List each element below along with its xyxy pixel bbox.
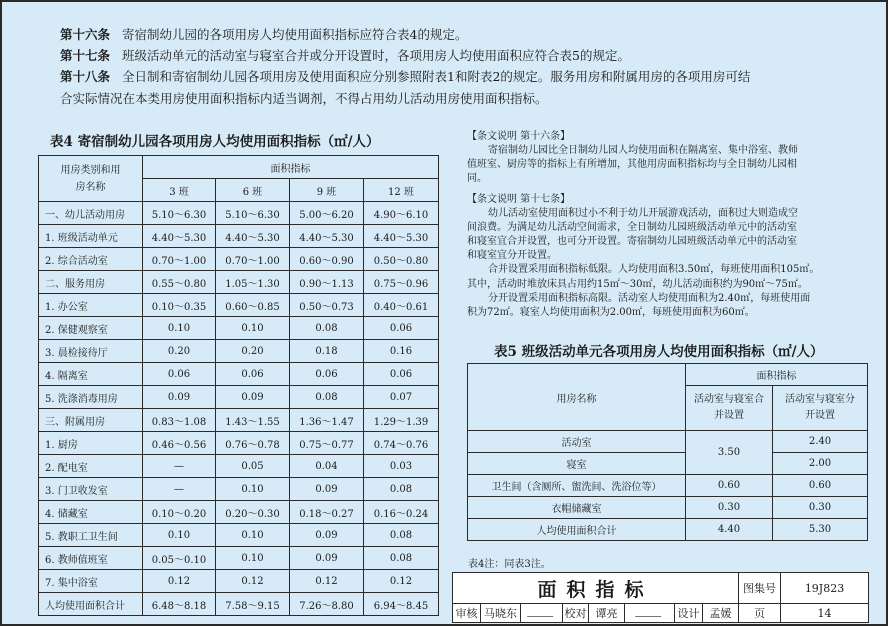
table4-cell: 7.58～9.15	[216, 593, 290, 616]
table5-row-merged: 0.30	[686, 497, 773, 519]
table5-caption: 表5 班级活动单元各项用房人均使用面积指标（㎡/人）	[494, 344, 824, 360]
table5-row-separate: 0.60	[773, 475, 868, 497]
table4-row-name: 7. 集中浴室	[39, 570, 143, 593]
table4-row-name: 2. 综合活动室	[39, 248, 143, 271]
reviewer-signature	[521, 604, 563, 623]
table4-cell: 0.07	[364, 386, 439, 409]
table4-cell: 0.12	[143, 570, 216, 593]
table-row	[39, 432, 439, 455]
table4-cell: —	[143, 478, 216, 501]
table4-cell: 4.40～5.30	[216, 225, 290, 248]
table4-cell: 0.76～0.78	[216, 432, 290, 455]
table4-row-name: 1. 班级活动单元	[39, 225, 143, 248]
table-row	[39, 409, 439, 432]
table-row	[39, 340, 439, 363]
note-clause-17: 【条文说明 第十七条】 幼儿活动室使用面积过小不利于幼儿开展游戏活动，面积过大则造成空 间浪费。为满足幼儿活动空间需求，全日制幼儿园班级活动单元中的活动室 和寝室宜合并设置，也可分开设置。寄宿制幼儿园班级活动单元中的活动室 和寝室宜分开设置。 合并设置采用面积指标低限。人均使用面积3.50㎡，每班使用面积105㎡。 其中，活动时堆放床具占用约15㎡～30㎡，幼儿活动面积约为90㎡～75㎡。 分开设置采用面积指标高限。活动室人均使用面积为2.40㎡，每班使用面 积为72㎡。寝室人均使用面积为2.00㎡，每班使用面积为60㎡。	[467, 194, 820, 318]
table4-cell: 5.10～6.30	[143, 202, 216, 225]
table4-cell: 4.40～5.30	[364, 225, 439, 248]
clause-18: 第十八条 全日制和寄宿制幼儿园各项用房及使用面积应分别参照附表1和附表2的规定。服务用房和附属用房的各项用房可结	[60, 69, 751, 84]
table4-cell: 0.08	[364, 547, 439, 570]
table4-cell: 0.60～0.90	[290, 248, 364, 271]
table-row	[39, 294, 439, 317]
table4-cell: 0.06	[216, 363, 290, 386]
table4-cell: 0.09	[290, 524, 364, 547]
table5-row-name: 活动室	[468, 431, 686, 453]
table5-row-name: 人均使用面积合计	[468, 519, 686, 541]
table4-cell: 0.40～0.61	[364, 294, 439, 317]
table4-cell: 0.18	[290, 340, 364, 363]
table4-caption: 表4 寄宿制幼儿园各项用房人均使用面积指标（㎡/人）	[50, 134, 380, 150]
table4-cell: 0.20～0.30	[216, 501, 290, 524]
table4-row-name: 5. 洗涤消毒用房	[39, 386, 143, 409]
clause-16: 第十六条 寄宿制幼儿园的各项用房人均使用面积指标应符合表4的规定。	[60, 27, 468, 42]
table4-cell: 5.10～6.30	[216, 202, 290, 225]
table4-row-name: 6. 教师值班室	[39, 547, 143, 570]
table-row	[39, 248, 439, 271]
table4-cell: —	[143, 455, 216, 478]
table-row	[39, 547, 439, 570]
table4-cell: 0.12	[290, 570, 364, 593]
table4-cell: 0.16	[364, 340, 439, 363]
signature-mark	[526, 606, 556, 617]
table5-row-separate: 5.30	[773, 519, 868, 541]
title-block-title: 面积指标	[453, 573, 739, 604]
table4-cell: 0.09	[290, 478, 364, 501]
table4-cell: 1.29～1.39	[364, 409, 439, 432]
table4-cell: 5.00～6.20	[290, 202, 364, 225]
table4-cell: 0.83～1.08	[143, 409, 216, 432]
table4-cell: 0.08	[290, 386, 364, 409]
table-row	[39, 524, 439, 547]
table4-class-col: 12 班	[364, 179, 439, 202]
table-row	[39, 501, 439, 524]
table4-cell: 0.10～0.20	[143, 501, 216, 524]
table4-cell: 6.94～8.45	[364, 593, 439, 616]
table-row	[39, 202, 439, 225]
title-block	[452, 572, 869, 623]
table4-cell: 0.70～1.00	[216, 248, 290, 271]
table4-cell: 0.06	[143, 363, 216, 386]
table4-cell: 0.05	[216, 455, 290, 478]
table-row	[39, 317, 439, 340]
table4-cell: 0.10～0.35	[143, 294, 216, 317]
checker-signature	[625, 604, 675, 623]
table-row	[39, 570, 439, 593]
table4-row-name: 一、幼儿活动用房	[39, 202, 143, 225]
table5-row-separate: 0.30	[773, 497, 868, 519]
table4-cell: 0.09	[143, 386, 216, 409]
table4-row-name: 1. 厨房	[39, 432, 143, 455]
table4-row-name: 人均使用面积合计	[39, 593, 143, 616]
table5-row-name: 寝室	[468, 453, 686, 475]
table5-note: 表4注：同表3注。	[468, 559, 551, 570]
table4-row-name: 2. 配电室	[39, 455, 143, 478]
checker-name: 谭亮	[589, 604, 625, 623]
table4-cell: 0.06	[364, 363, 439, 386]
review-label: 审核	[453, 604, 481, 623]
table4-cell: 0.60～0.85	[216, 294, 290, 317]
table-row	[39, 593, 439, 616]
table4-cell: 0.10	[143, 317, 216, 340]
table5-head-separate: 活动室与寝室分开设置	[773, 386, 868, 431]
table4-head-type: 用房类别和用房名称	[39, 156, 143, 202]
signature-mark	[634, 606, 664, 617]
table-row	[39, 455, 439, 478]
table4-cell: 0.50～0.80	[364, 248, 439, 271]
table4-cell: 0.04	[290, 455, 364, 478]
table5-row-name: 衣帽储藏室	[468, 497, 686, 519]
design-label: 设计	[675, 604, 703, 623]
reviewer-name: 马晓东	[481, 604, 521, 623]
table4-cell: 0.50～0.73	[290, 294, 364, 317]
table4	[38, 155, 439, 616]
table4-cell: 0.09	[290, 547, 364, 570]
table4-cell: 0.20	[143, 340, 216, 363]
table4-class-col: 6 班	[216, 179, 290, 202]
table4-cell: 0.10	[216, 547, 290, 570]
table4-cell: 0.10	[216, 478, 290, 501]
table4-row-name: 3. 晨检接待厅	[39, 340, 143, 363]
table4-cell: 0.55～0.80	[143, 271, 216, 294]
table4-cell: 7.26～8.80	[290, 593, 364, 616]
table4-cell: 1.36～1.47	[290, 409, 364, 432]
table4-cell: 0.75～0.96	[364, 271, 439, 294]
table5-head-merged: 活动室与寝室合并设置	[686, 386, 773, 431]
table5	[467, 363, 868, 541]
table4-cell: 0.10	[216, 524, 290, 547]
table4-cell: 0.10	[143, 524, 216, 547]
table4-row-name: 二、服务用房	[39, 271, 143, 294]
atlas-number: 19J823	[781, 573, 869, 604]
table5-row-name: 卫生间（含厕所、盥洗间、洗浴位等）	[468, 475, 686, 497]
table4-cell: 0.18～0.27	[290, 501, 364, 524]
table4-cell: 0.74～0.76	[364, 432, 439, 455]
table4-cell: 0.90～1.13	[290, 271, 364, 294]
note-clause-16: 【条文说明 第十六条】 寄宿制幼儿园比全日制幼儿园人均使用面积在隔离室、集中浴室、教师 值班室、厨房等的指标上有所增加，其他用房面积指标均与全日制幼儿园相 同。	[467, 131, 798, 185]
table-row	[39, 478, 439, 501]
clause-18-continued: 合实际情况在本类用房使用面积指标内适当调剂，不得占用幼儿活动用房使用面积指标。	[60, 91, 548, 106]
table5-row-separate: 2.40	[773, 431, 868, 453]
table4-cell: 0.09	[216, 386, 290, 409]
table4-cell: 0.08	[290, 317, 364, 340]
table4-cell: 0.46～0.56	[143, 432, 216, 455]
table4-cell: 1.43～1.55	[216, 409, 290, 432]
table-row	[39, 386, 439, 409]
table4-cell: 4.90～6.10	[364, 202, 439, 225]
page-label: 页	[739, 604, 781, 623]
table5-row-separate: 2.00	[773, 453, 868, 475]
table4-cell: 0.20	[216, 340, 290, 363]
table4-cell: 0.03	[364, 455, 439, 478]
table4-cell: 0.75～0.77	[290, 432, 364, 455]
table4-row-name: 1. 办公室	[39, 294, 143, 317]
table4-class-col: 9 班	[290, 179, 364, 202]
table4-cell: 0.12	[216, 570, 290, 593]
table4-cell: 0.05～0.10	[143, 547, 216, 570]
table5-row-merged: 4.40	[686, 519, 773, 541]
table4-cell: 0.16～0.24	[364, 501, 439, 524]
table5-merged-value: 3.50	[686, 431, 773, 475]
clause-17: 第十七条 班级活动单元的活动室与寝室合并或分开设置时，各项用房人均使用面积应符合表5的规定。	[60, 48, 630, 63]
table5-head-index: 面积指标	[686, 364, 868, 386]
table4-cell: 6.48～8.18	[143, 593, 216, 616]
table4-row-name: 3. 门卫收发室	[39, 478, 143, 501]
table4-cell: 0.06	[364, 317, 439, 340]
table4-cell: 1.05～1.30	[216, 271, 290, 294]
table4-row-name: 2. 保健观察室	[39, 317, 143, 340]
table4-class-col: 3 班	[143, 179, 216, 202]
table4-cell: 0.70～1.00	[143, 248, 216, 271]
table4-row-name: 三、附属用房	[39, 409, 143, 432]
table-row	[39, 363, 439, 386]
table-row	[39, 271, 439, 294]
table4-cell: 0.08	[364, 478, 439, 501]
table-row	[39, 225, 439, 248]
table5-head-name: 用房名称	[468, 364, 686, 431]
atlas-label: 图集号	[739, 573, 781, 604]
page-number: 14	[781, 604, 869, 623]
table5-row-merged: 0.60	[686, 475, 773, 497]
table4-row-name: 4. 储藏室	[39, 501, 143, 524]
table4-cell: 0.08	[364, 524, 439, 547]
table4-head-index: 面积指标	[143, 156, 439, 179]
table4-cell: 4.40～5.30	[290, 225, 364, 248]
table4-cell: 0.12	[364, 570, 439, 593]
check-label: 校对	[563, 604, 589, 623]
table4-cell: 4.40～5.30	[143, 225, 216, 248]
table4-cell: 0.06	[290, 363, 364, 386]
table4-cell: 0.10	[216, 317, 290, 340]
table4-row-name: 4. 隔离室	[39, 363, 143, 386]
table4-row-name: 5. 教职工卫生间	[39, 524, 143, 547]
designer-name: 孟媛	[703, 604, 739, 623]
